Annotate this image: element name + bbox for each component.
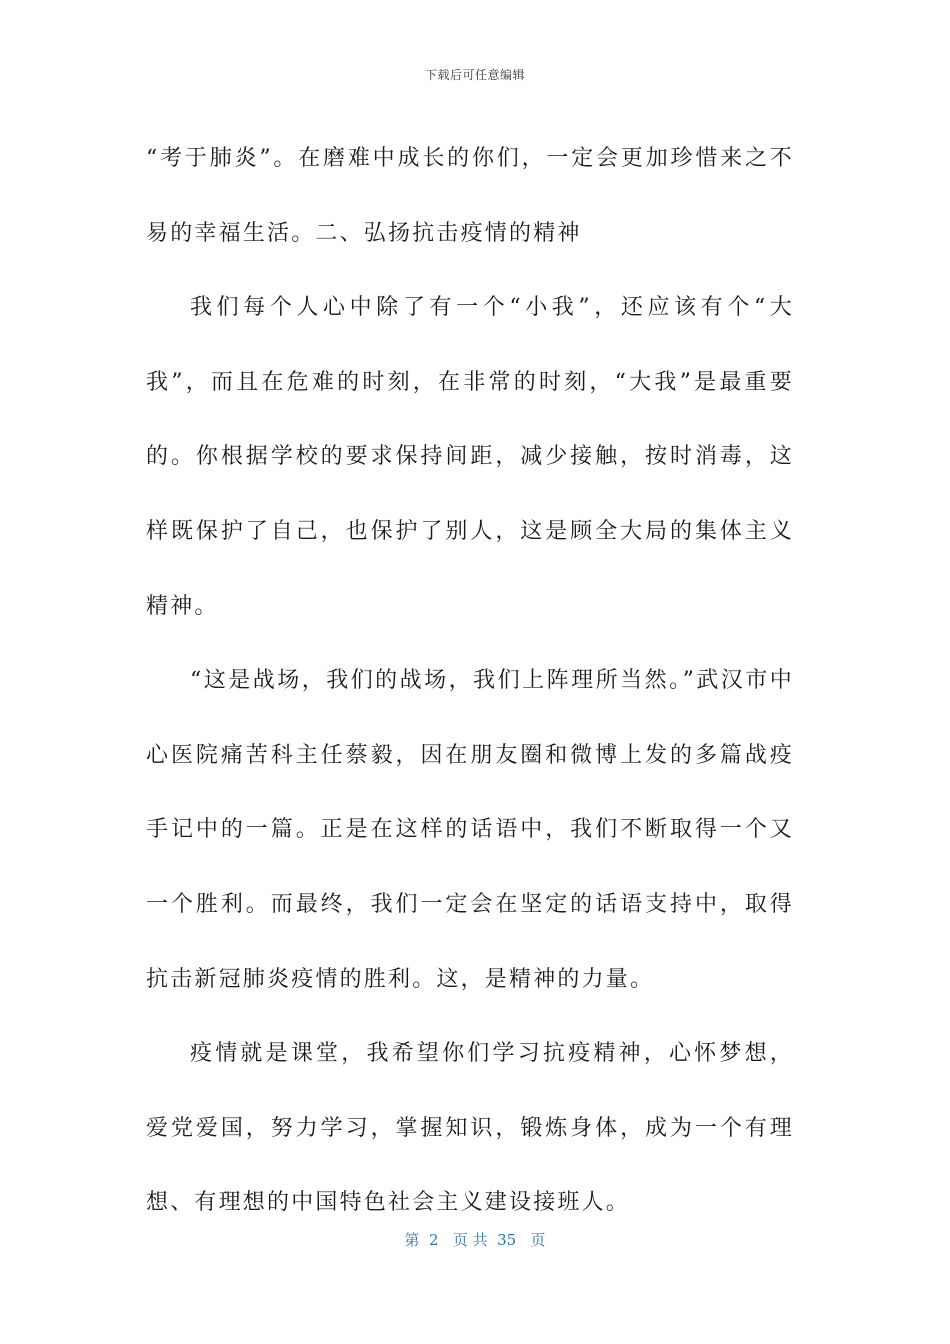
paragraph: 疫情就是课堂，我希望你们学习抗疫精神，心怀梦想，爱党爱国，努力学习，掌握知识，锻炼身体，成为一个有理想、有理想的中国特色社会主义建设接班人。	[146, 1041, 794, 1216]
page-header: 下载后可任意编辑	[424, 68, 525, 82]
document-body	[146, 122, 794, 1241]
paragraph: 我们每个人心中除了有一个“小我”，还应该有个“大我”，而且在危难的时刻，在非常的时刻，“大我”是最重要的。你根据学校的要求保持间距，减少接触，按时消毒，这样既保护了自己，也保护了别人，这是顾全大局的集体主义精神。	[146, 295, 794, 619]
page-number-footer: 第 2 页 共 35 页	[404, 1231, 546, 1249]
paragraph: “考于肺炎”。在磨难中成长的你们，一定会更加珍惜来之不易的幸福生活。二、弘扬抗击疫情的精神	[146, 146, 794, 246]
paragraph: “这是战场，我们的战场，我们上阵理所当然。”武汉市中心医院痛苦科主任蔡毅，因在朋友圈和微博上发的多篇战疫手记中的一篇。正是在这样的话语中，我们不断取得一个又一个胜利。而最终，我们一定会在坚定的话语支持中，取得抗击新冠肺炎疫情的胜利。这，是精神的力量。	[146, 668, 794, 992]
